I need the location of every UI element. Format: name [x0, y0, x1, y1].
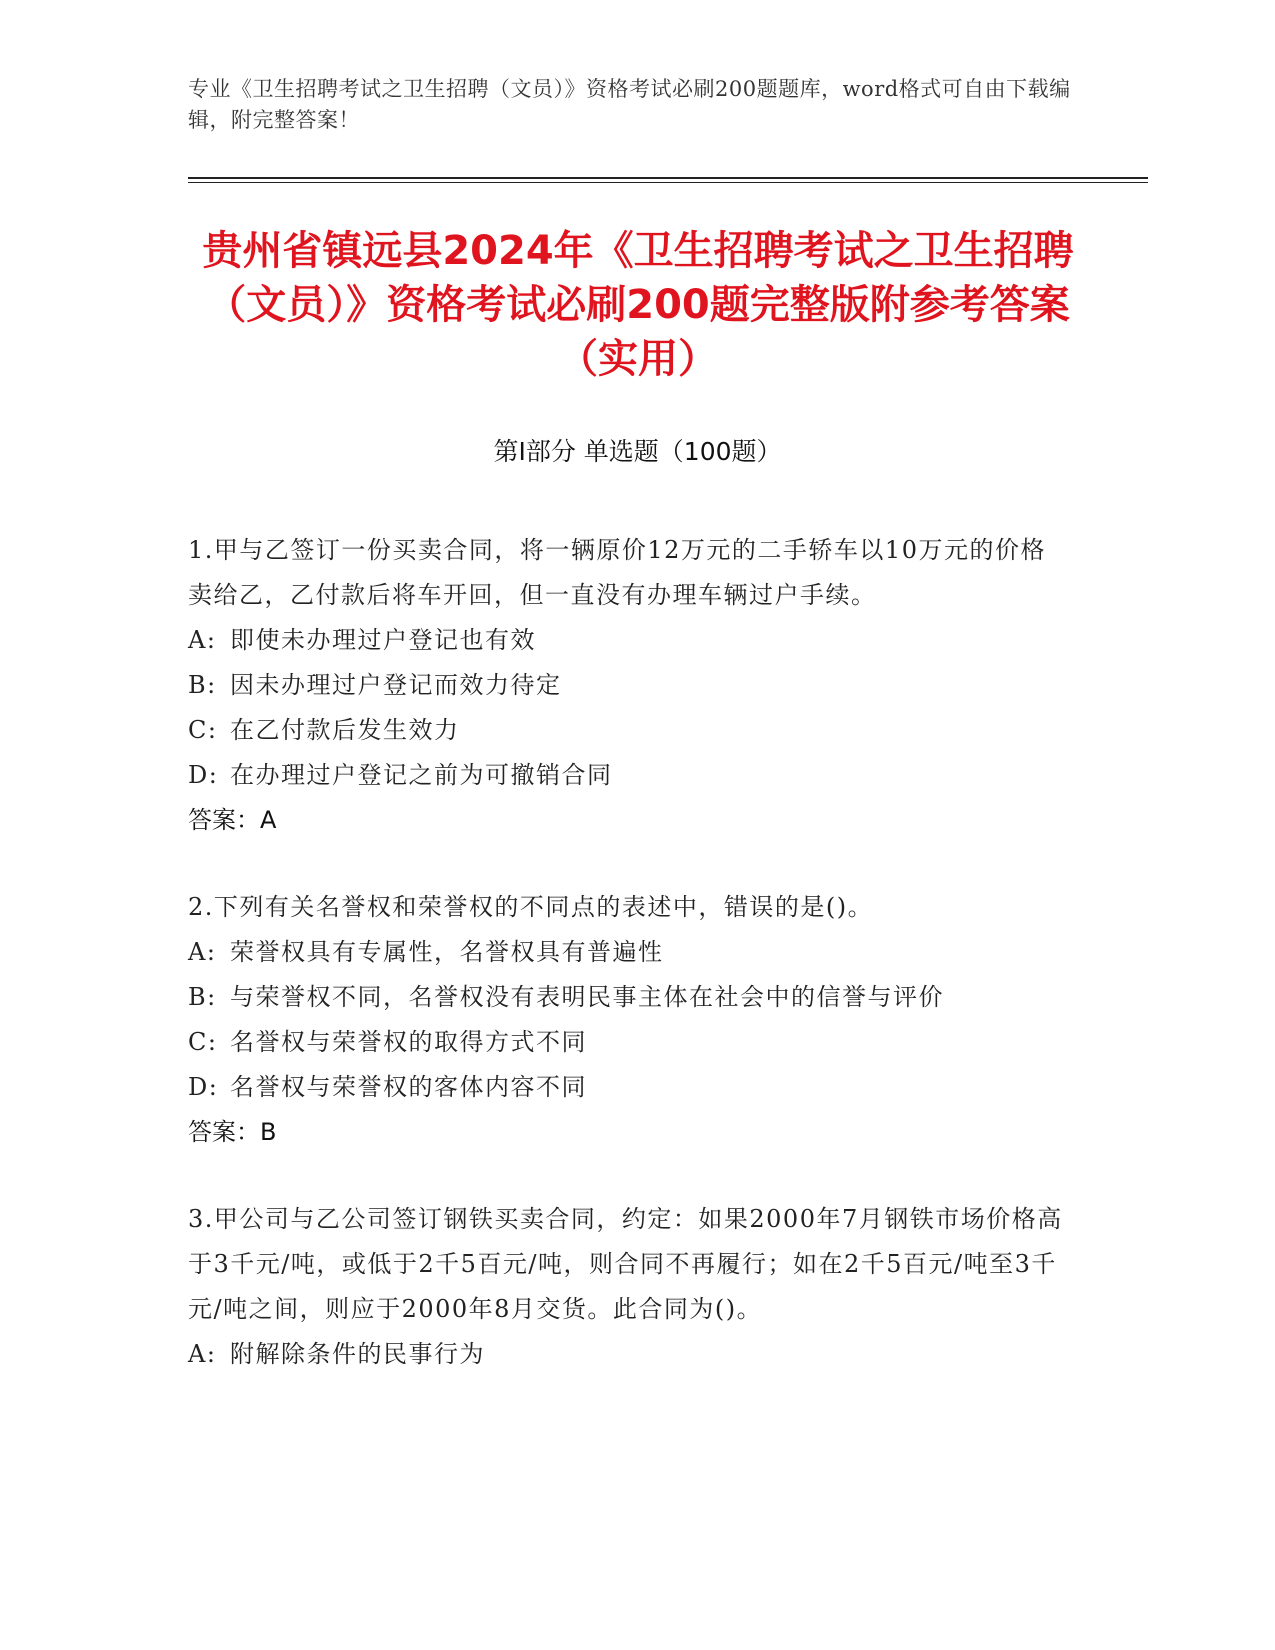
option-text: 在办理过户登记之前为可撤销合同 — [230, 761, 613, 789]
header-note: 专业《卫生招聘考试之卫生招聘（文员）》资格考试必刷200题题库，word格式可自由下载编辑，附完整答案！ — [188, 77, 1071, 132]
option-text: 因未办理过户登记而效力待定 — [230, 671, 562, 699]
answer-line: 答案：B — [188, 1118, 277, 1146]
section-heading: 第Ⅰ部分 单选题（100题） — [493, 437, 782, 466]
option-key: D: — [188, 761, 219, 789]
header-rule-thick — [188, 177, 1148, 179]
header-rule-thin — [188, 182, 1148, 183]
option-key: B: — [188, 671, 217, 699]
option-key: C: — [188, 1028, 218, 1056]
option-d — [188, 753, 1068, 798]
option-c — [188, 708, 1068, 753]
option-a — [188, 930, 1068, 975]
option-text: 荣誉权具有专属性，名誉权具有普遍性 — [230, 938, 664, 966]
answer-line: 答案：A — [188, 806, 277, 834]
question-3 — [188, 1197, 1068, 1377]
question-stem: 3.甲公司与乙公司签订钢铁买卖合同，约定：如果2000年7月钢铁市场价格高于3千元/吨，或低于2千5百元/吨，则合同不再履行；如在2千5百元/吨至3千元/吨之间，则应于2000年8月交货。此合同为()。 — [188, 1205, 1063, 1323]
option-text: 名誉权与荣誉权的取得方式不同 — [230, 1028, 587, 1056]
option-text: 名誉权与荣誉权的客体内容不同 — [230, 1073, 587, 1101]
option-key: D: — [188, 1073, 219, 1101]
option-text: 附解除条件的民事行为 — [230, 1340, 485, 1368]
option-b — [188, 975, 1068, 1020]
option-key: A: — [188, 626, 217, 654]
question-1 — [188, 528, 1068, 843]
option-key: B: — [188, 983, 217, 1011]
option-text: 即使未办理过户登记也有效 — [230, 626, 536, 654]
option-a — [188, 618, 1068, 663]
question-stem: 2.下列有关名誉权和荣誉权的不同点的表述中，错误的是()。 — [188, 893, 874, 921]
option-text: 与荣誉权不同，名誉权没有表明民事主体在社会中的信誉与评价 — [230, 983, 944, 1011]
option-text: 在乙付款后发生效力 — [230, 716, 460, 744]
document-title: 贵州省镇远县2024年《卫生招聘考试之卫生招聘（文员）》资格考试必刷200题完整版附参考答案（实用） — [202, 228, 1074, 382]
option-c — [188, 1020, 1068, 1065]
option-key: A: — [188, 1340, 217, 1368]
question-stem: 1.甲与乙签订一份买卖合同，将一辆原价12万元的二手轿车以10万元的价格卖给乙，乙付款后将车开回，但一直没有办理车辆过户手续。 — [188, 536, 1046, 609]
question-2 — [188, 885, 1068, 1155]
option-key: A: — [188, 938, 217, 966]
option-b — [188, 663, 1068, 708]
option-a — [188, 1332, 1068, 1377]
option-d — [188, 1065, 1068, 1110]
option-key: C: — [188, 716, 218, 744]
question-list — [188, 528, 1068, 1419]
